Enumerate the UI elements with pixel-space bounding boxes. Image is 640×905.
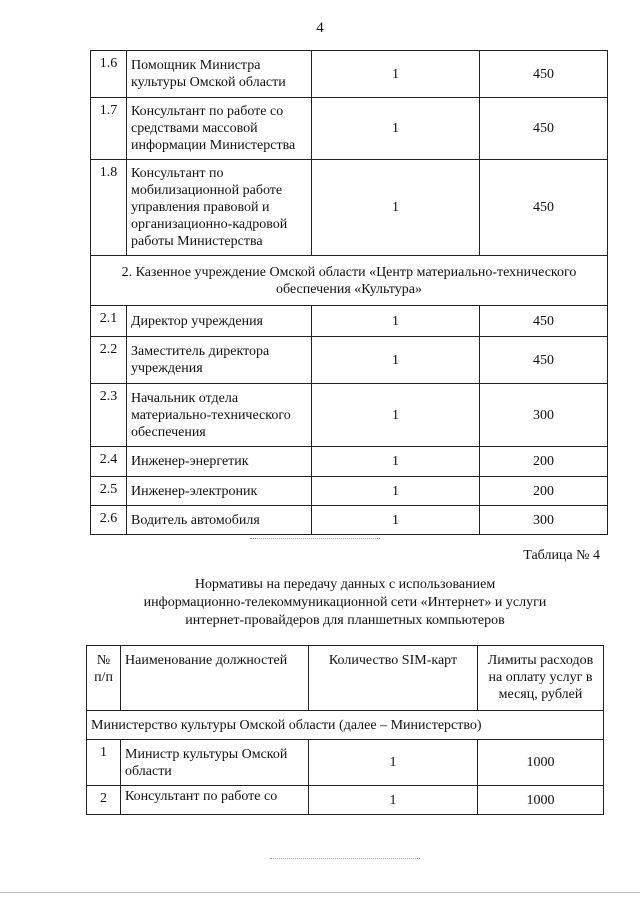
position-name: Консультант по работе со средствами массовой информации Министерства [127, 98, 312, 160]
limit-cell: 1000 [478, 786, 604, 815]
position-name: Заместитель директора учреждения [127, 337, 312, 384]
limit-cell: 200 [480, 477, 608, 506]
limit-cell: 300 [480, 384, 608, 447]
row-number: 2 [87, 786, 121, 815]
table-row [91, 306, 608, 337]
quantity-cell: 1 [312, 160, 480, 256]
section-title [90, 576, 600, 630]
quantity-cell: 1 [312, 51, 480, 98]
limits-table-4 [86, 645, 604, 815]
limit-cell: 450 [480, 160, 608, 256]
row-number: 2.4 [91, 447, 127, 477]
section-row [87, 711, 604, 740]
table-row [91, 160, 608, 256]
header-quantity: Количество SIM-карт [309, 646, 478, 711]
limit-cell: 450 [480, 51, 608, 98]
position-name: Помощник Министра культуры Омской области [127, 51, 312, 98]
quantity-cell: 1 [309, 740, 478, 786]
table-row [91, 337, 608, 384]
row-number: 1.7 [91, 98, 127, 160]
quantity-cell: 1 [312, 447, 480, 477]
row-number: 1.8 [91, 160, 127, 256]
header-limit: Лимиты расходов на оплату услуг в месяц, рублей [478, 646, 604, 711]
quantity-cell: 1 [312, 477, 480, 506]
limit-cell: 450 [480, 337, 608, 384]
section-row [91, 256, 608, 306]
limit-cell: 450 [480, 98, 608, 160]
section-heading: 2. Казенное учреждение Омской области «Центр материально-технического обеспечения «Культура» [91, 256, 608, 306]
header-number: № п/п [87, 646, 121, 711]
position-name: Консультант по работе со [121, 786, 309, 815]
title-line: информационно-телекоммуникационной сети «Интернет» и услуги [143, 595, 547, 610]
scan-artifact [250, 538, 380, 539]
header-position: Наименование должностей [121, 646, 309, 711]
row-number: 1.6 [91, 51, 127, 98]
table-row [87, 740, 604, 786]
header-row [87, 646, 604, 711]
title-line: интернет-провайдеров для планшетных компьютеров [185, 613, 505, 628]
position-name: Директор учреждения [127, 306, 312, 337]
limit-cell: 300 [480, 506, 608, 535]
scan-artifact [270, 858, 420, 859]
quantity-cell: 1 [312, 306, 480, 337]
limit-cell: 200 [480, 447, 608, 477]
quantity-cell: 1 [312, 384, 480, 447]
table-row [91, 384, 608, 447]
row-number: 1 [87, 740, 121, 786]
row-number: 2.2 [91, 337, 127, 384]
position-name: Министр культуры Омской области [121, 740, 309, 786]
row-number: 2.6 [91, 506, 127, 535]
page-number: 4 [316, 20, 324, 36]
row-number: 2.5 [91, 477, 127, 506]
table-row [91, 506, 608, 535]
row-number: 2.1 [91, 306, 127, 337]
title-line: Нормативы на передачу данных с использованием [194, 577, 496, 592]
quantity-cell: 1 [312, 506, 480, 535]
position-name: Инженер-электроник [127, 477, 312, 506]
table-row [91, 51, 608, 98]
table-row [87, 786, 604, 815]
position-name: Начальник отдела материально-технического обеспечения [127, 384, 312, 447]
quantity-cell: 1 [312, 337, 480, 384]
section-heading: Министерство культуры Омской области (далее – Министерство) [87, 711, 604, 740]
table-row [91, 477, 608, 506]
position-name: Водитель автомобиля [127, 506, 312, 535]
page-edge-line [0, 892, 640, 893]
position-name: Консультант по мобилизационной работе управления правовой и организационно-кадровой работы Министерства [127, 160, 312, 256]
position-name: Инженер-энергетик [127, 447, 312, 477]
row-number: 2.3 [91, 384, 127, 447]
limit-cell: 1000 [478, 740, 604, 786]
table-label: Таблица № 4 [523, 548, 600, 563]
quantity-cell: 1 [309, 786, 478, 815]
table-row [91, 447, 608, 477]
limits-table-3 [90, 50, 608, 535]
table-row [91, 98, 608, 160]
limit-cell: 450 [480, 306, 608, 337]
quantity-cell: 1 [312, 98, 480, 160]
